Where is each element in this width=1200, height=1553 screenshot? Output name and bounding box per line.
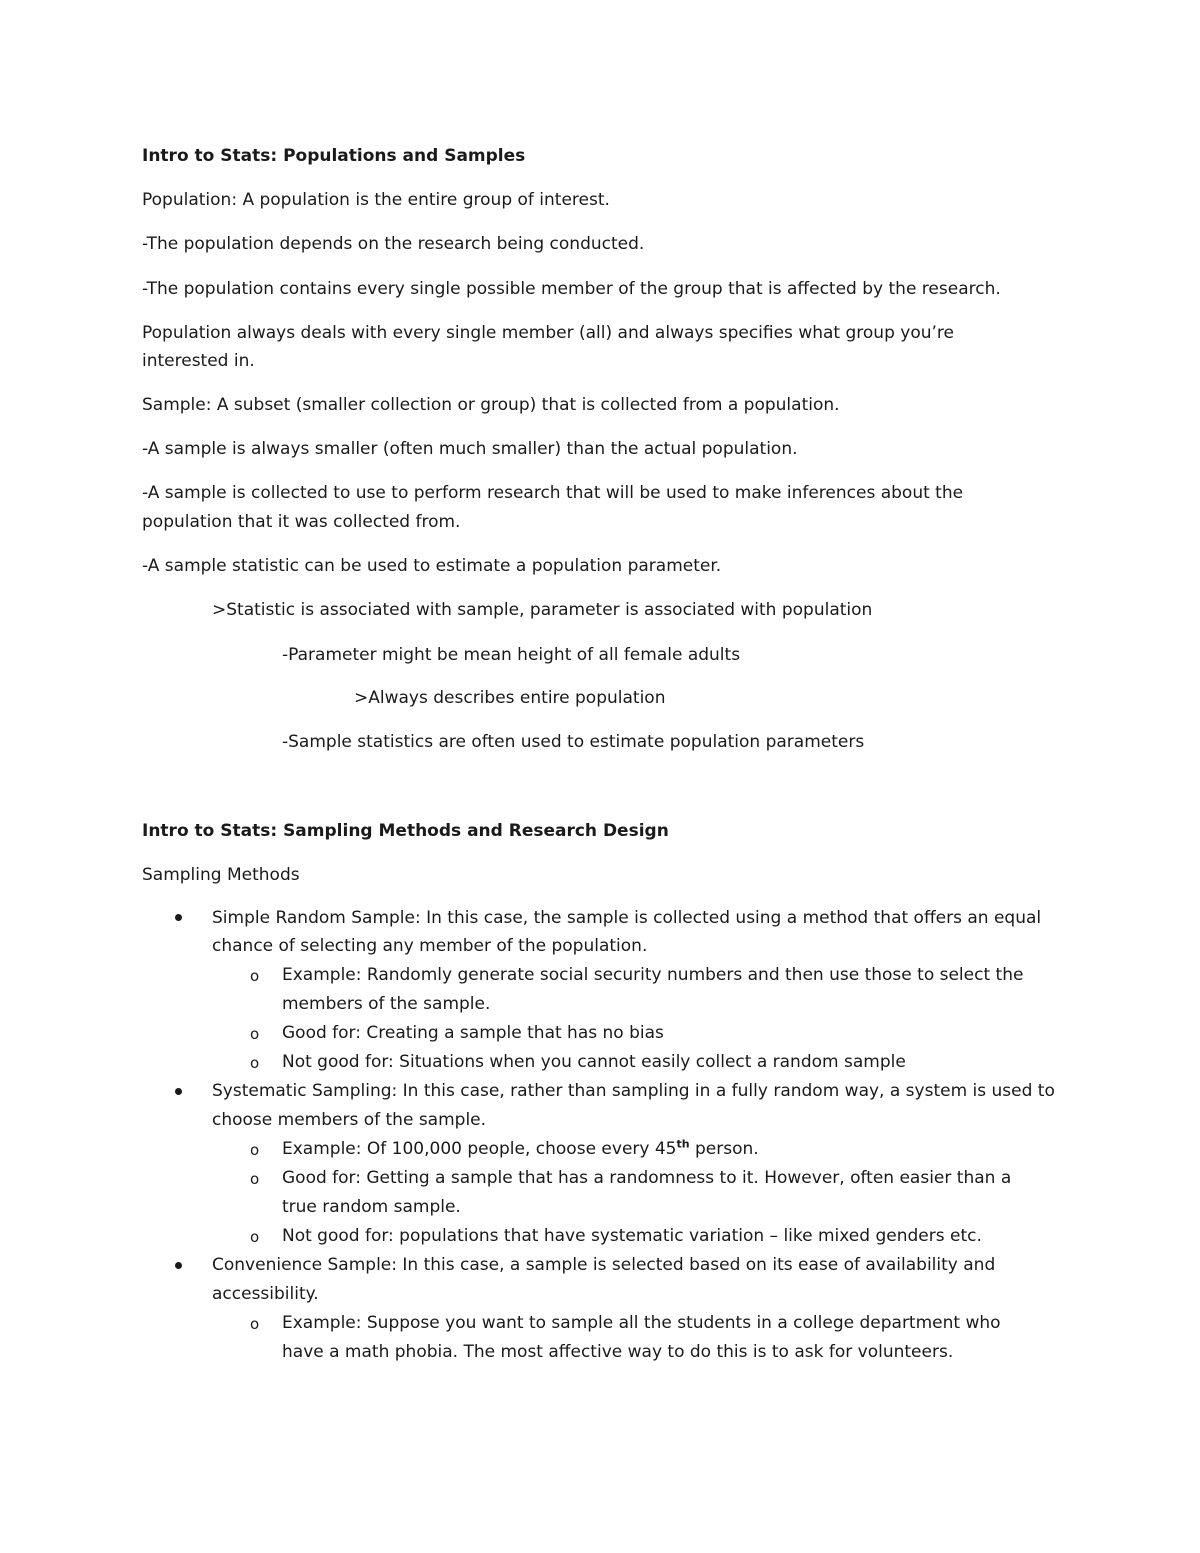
paragraph-population-definition: Population: A population is the entire group of interest. [142, 190, 610, 210]
superscript-ordinal: th [676, 1137, 690, 1151]
paragraph-population-always-line2: interested in. [142, 351, 255, 371]
sub-item-systematic-good-for-line2: true random sample. [282, 1197, 461, 1217]
sub-bullet-icon: o [250, 1054, 260, 1072]
paragraph-statistic-vs-parameter: >Statistic is associated with sample, parameter is associated with population [212, 600, 873, 620]
paragraph-sample-smaller: -A sample is always smaller (often much smaller) than the actual population. [142, 439, 798, 459]
sub-bullet-icon: o [250, 1315, 260, 1333]
list-item-convenience-line1: Convenience Sample: In this case, a sample is selected based on its ease of availability and [212, 1255, 996, 1275]
sub-item-convenience-example-line2: have a math phobia. The most affective way to do this is to ask for volunteers. [282, 1342, 954, 1362]
list-item-simple-random-line1: Simple Random Sample: In this case, the sample is collected using a method that offers an equal [212, 908, 1042, 928]
sub-item-systematic-not-good-for: Not good for: populations that have systematic variation – like mixed genders etc. [282, 1226, 982, 1246]
paragraph-sample-definition: Sample: A subset (smaller collection or group) that is collected from a population. [142, 395, 840, 415]
paragraph-sample-statistic: -A sample statistic can be used to estimate a population parameter. [142, 556, 722, 576]
list-item-systematic-line1: Systematic Sampling: In this case, rather than sampling in a fully random way, a system is used to [212, 1081, 1055, 1101]
paragraph-population-research: -The population depends on the research being conducted. [142, 234, 645, 254]
paragraph-population-always-line1: Population always deals with every single member (all) and always specifies what group you’re [142, 323, 954, 343]
paragraph-parameter-example: -Parameter might be mean height of all female adults [282, 645, 741, 665]
section-title-sampling-methods: Intro to Stats: Sampling Methods and Research Design [142, 821, 669, 841]
list-item-systematic-line2: choose members of the sample. [212, 1110, 487, 1130]
bullet-icon [175, 1088, 182, 1095]
sub-item-systematic-good-for-line1: Good for: Getting a sample that has a randomness to it. However, often easier than a [282, 1168, 1012, 1188]
section-title-populations: Intro to Stats: Populations and Samples [142, 146, 526, 166]
sub-bullet-icon: o [250, 1170, 260, 1188]
list-item-convenience-line2: accessibility. [212, 1284, 319, 1304]
paragraph-sample-statistics-estimate: -Sample statistics are often used to estimate population parameters [282, 732, 865, 752]
sub-item-systematic-example [282, 1138, 759, 1160]
sub-item-systematic-example-text: Example: Of 100,000 people, choose every 45 [282, 1139, 677, 1159]
sub-item-srs-not-good-for: Not good for: Situations when you cannot easily collect a random sample [282, 1052, 906, 1072]
sub-bullet-icon: o [250, 967, 260, 985]
paragraph-sample-collected-line2: population that it was collected from. [142, 512, 461, 532]
sub-item-srs-good-for: Good for: Creating a sample that has no bias [282, 1023, 664, 1043]
bullet-icon [175, 914, 182, 921]
subheading-sampling-methods: Sampling Methods [142, 865, 300, 885]
sub-bullet-icon: o [250, 1228, 260, 1246]
list-item-simple-random-line2: chance of selecting any member of the population. [212, 936, 648, 956]
paragraph-population-members: -The population contains every single possible member of the group that is affected by the research. [142, 279, 1001, 299]
sub-bullet-icon: o [250, 1025, 260, 1043]
paragraph-sample-collected-line1: -A sample is collected to use to perform research that will be used to make inferences about the [142, 483, 964, 503]
sub-item-systematic-example-tail: person. [689, 1139, 759, 1159]
sub-item-srs-example-line1: Example: Randomly generate social security numbers and then use those to select the [282, 965, 1024, 985]
bullet-icon [175, 1262, 182, 1269]
sub-bullet-icon: o [250, 1141, 260, 1159]
sub-item-srs-example-line2: members of the sample. [282, 994, 491, 1014]
sub-item-convenience-example-line1: Example: Suppose you want to sample all the students in a college department who [282, 1313, 1001, 1333]
paragraph-parameter-describes: >Always describes entire population [354, 688, 666, 708]
